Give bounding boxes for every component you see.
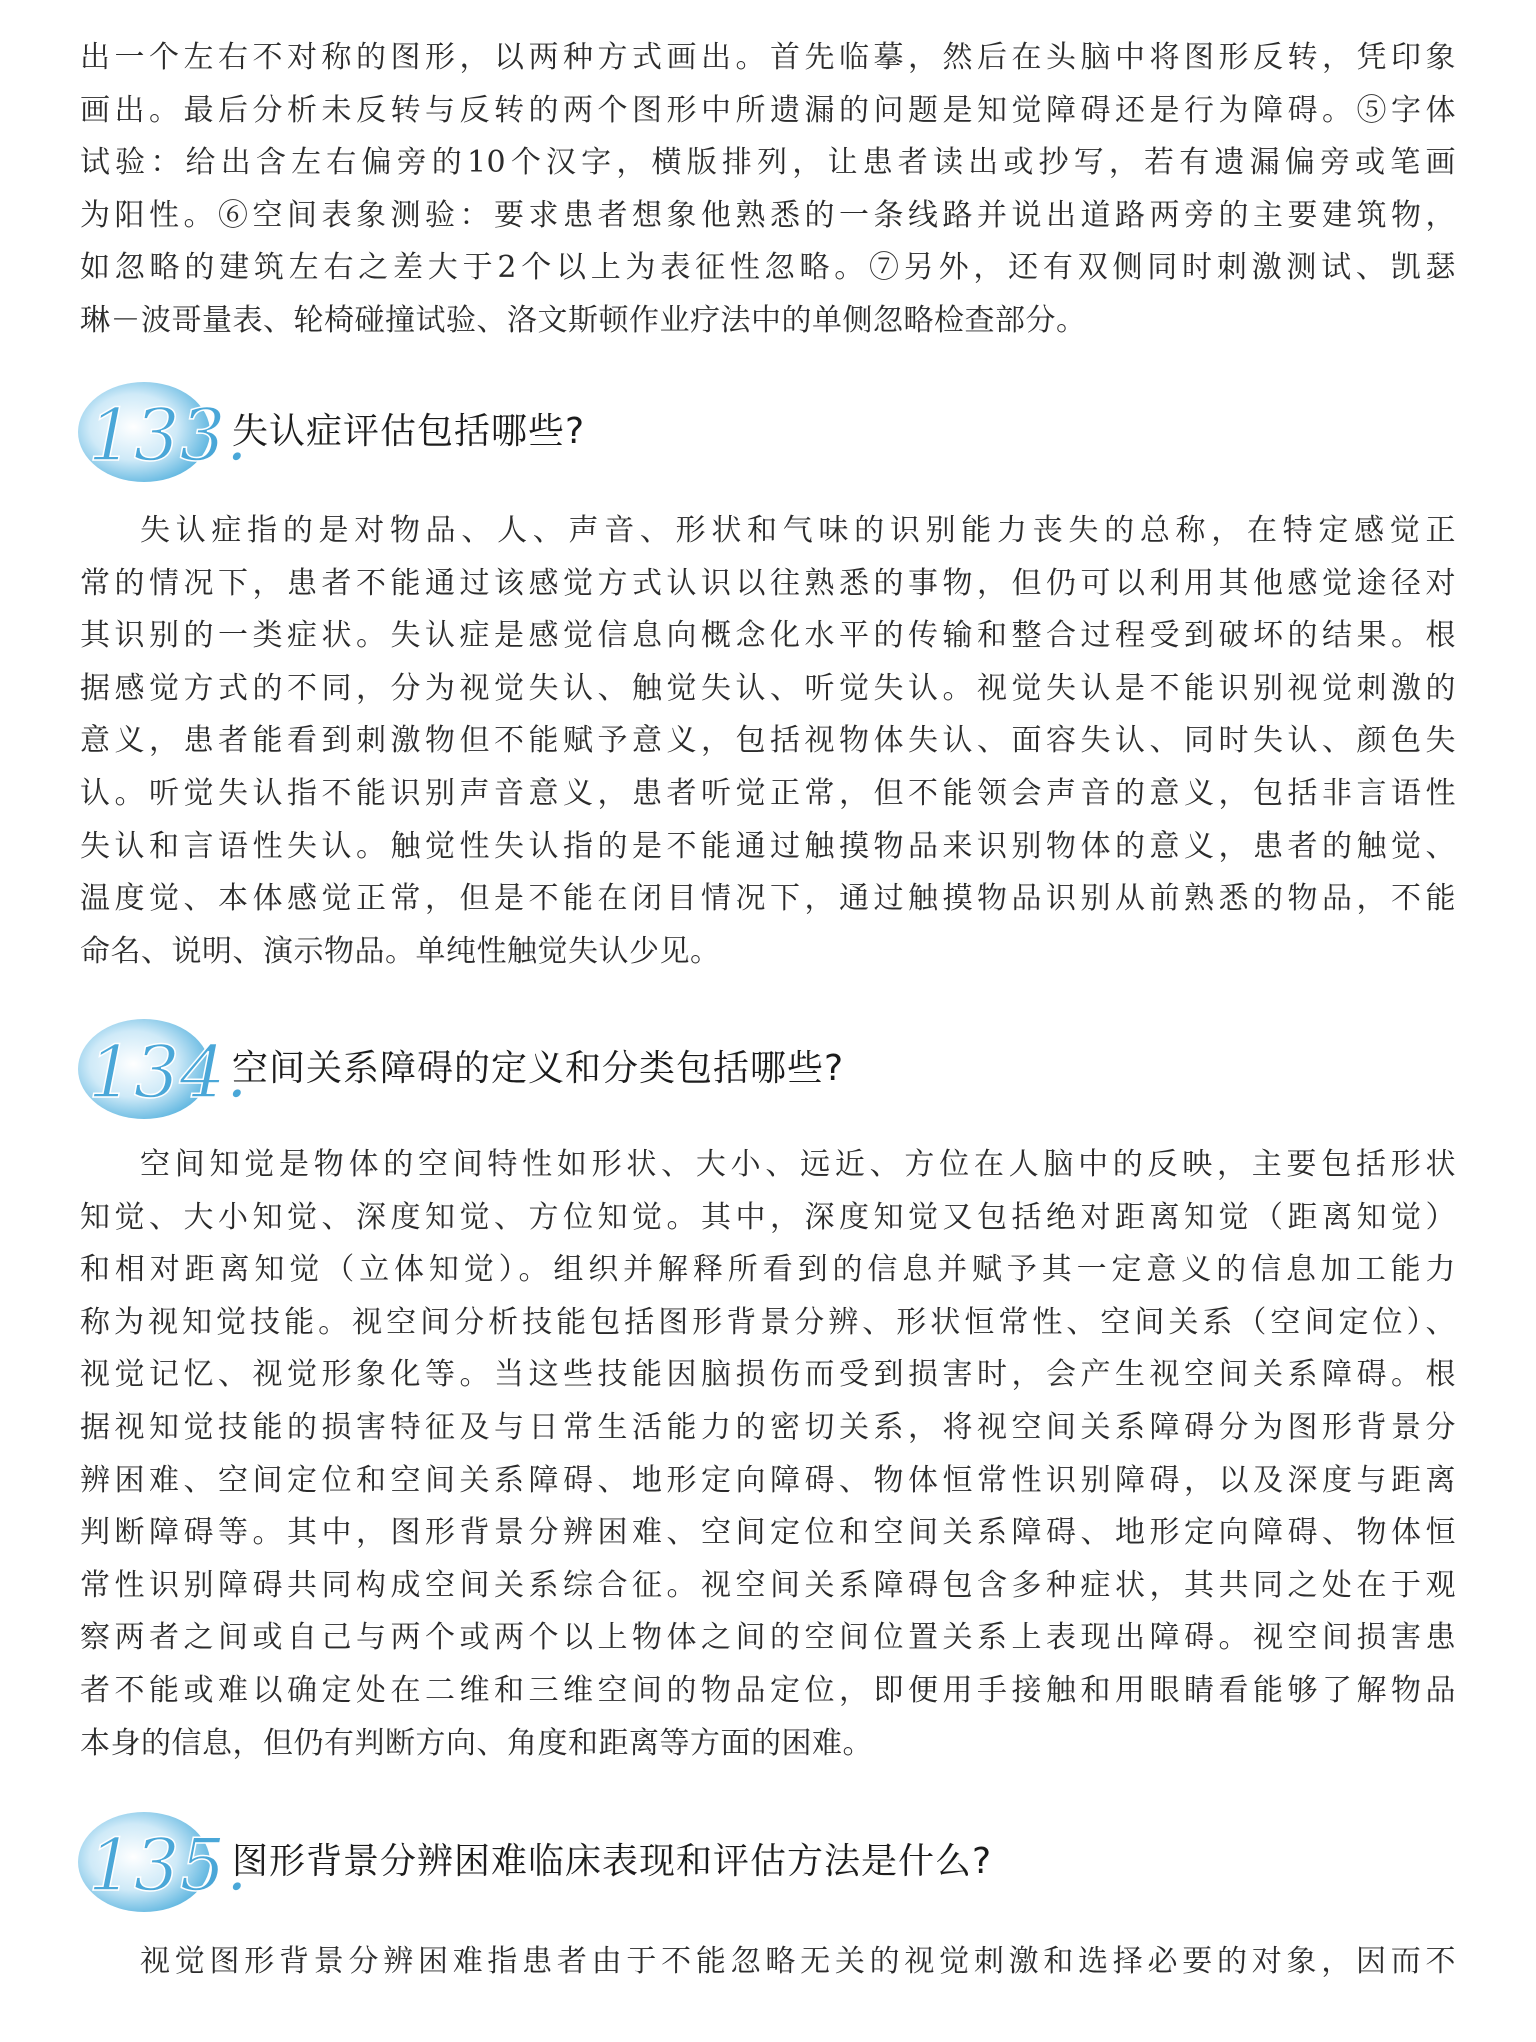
question-number-badge <box>74 1013 249 1125</box>
text-line: 为阳性。⑥空间表象测验：要求患者想象他熟悉的一条线路并说出道路两旁的主要建筑物， <box>80 197 1456 233</box>
section-134-paragraph <box>80 1139 1456 1770</box>
intro-paragraph <box>80 32 1456 348</box>
text-line: 出一个左右不对称的图形，以两种方式画出。首先临摹，然后在头脑中将图形反转，凭印象 <box>80 40 1456 75</box>
text-line: 者不能或难以确定处在二维和三维空间的物品定位，即便用手接触和用眼睛看能够了解物品 <box>80 1672 1456 1708</box>
section-header-135 <box>74 1806 1464 1926</box>
text-line: 据感觉方式的不同，分为视觉失认、触觉失认、听觉失认。视觉失认是不能识别视觉刺激的 <box>80 670 1456 706</box>
text-line: 命名、说明、演示物品。单纯性触觉失认少见。 <box>80 933 721 969</box>
section-135-paragraph <box>80 1936 1456 1989</box>
text-line: 温度觉、本体感觉正常，但是不能在闭目情况下，通过触摸物品识别从前熟悉的物品，不能 <box>80 881 1456 917</box>
text-line: 本身的信息，但仍有判断方向、角度和距离等方面的困难。 <box>80 1725 873 1761</box>
text-line: 常性识别障碍共同构成空间关系综合征。视空间关系障碍包含多种症状，其共同之处在于观 <box>80 1567 1456 1603</box>
section-header-133 <box>74 376 1464 496</box>
section-header-134 <box>74 1013 1464 1133</box>
badge-graphic <box>74 376 249 488</box>
badge-graphic <box>74 1013 249 1125</box>
text-line: 视觉图形背景分辨困难指患者由于不能忽略无关的视觉刺激和选择必要的对象，因而不 <box>140 1944 1456 1979</box>
text-line: 认。听觉失认指不能识别声音意义，患者听觉正常，但不能领会声音的意义，包括非言语性 <box>80 775 1456 811</box>
text-line: 知觉、大小知觉、深度知觉、方位知觉。其中，深度知觉又包括绝对距离知觉（距离知觉） <box>80 1199 1456 1235</box>
text-line: 失认和言语性失认。触觉性失认指的是不能通过触摸物品来识别物体的意义，患者的触觉、 <box>80 828 1456 864</box>
badge-number: 133. <box>88 393 249 477</box>
section-title: 空间关系障碍的定义和分类包括哪些? <box>232 1048 845 1089</box>
text-line: 辨困难、空间定位和空间关系障碍、地形定向障碍、物体恒常性识别障碍，以及深度与距离 <box>80 1462 1456 1498</box>
text-line: 察两者之间或自己与两个或两个以上物体之间的空间位置关系上表现出障碍。视空间损害患 <box>80 1620 1456 1656</box>
text-line: 失认症指的是对物品、人、声音、形状和气味的识别能力丧失的总称，在特定感觉正 <box>140 513 1456 548</box>
text-line: 空间知觉是物体的空间特性如形状、大小、远近、方位在人脑中的反映，主要包括形状 <box>140 1147 1456 1182</box>
text-line: 画出。最后分析未反转与反转的两个图形中所遗漏的问题是知觉障碍还是行为障碍。⑤字体 <box>80 92 1456 128</box>
section-title: 失认症评估包括哪些? <box>232 411 586 452</box>
text-line: 称为视知觉技能。视空间分析技能包括图形背景分辨、形状恒常性、空间关系（空间定位）、 <box>80 1304 1456 1340</box>
text-line: 其识别的一类症状。失认症是感觉信息向概念化水平的传输和整合过程受到破坏的结果。根 <box>80 618 1456 654</box>
text-line: 视觉记忆、视觉形象化等。当这些技能因脑损伤而受到损害时，会产生视空间关系障碍。根 <box>80 1357 1456 1393</box>
badge-number: 134. <box>88 1030 249 1114</box>
section-title: 图形背景分辨困难临床表现和评估方法是什么? <box>232 1841 993 1882</box>
text-line: 据视知觉技能的损害特征及与日常生活能力的密切关系，将视空间关系障碍分为图形背景分 <box>80 1409 1456 1445</box>
text-line: 意义，患者能看到刺激物但不能赋予意义，包括视物体失认、面容失认、同时失认、颜色失 <box>80 723 1456 759</box>
text-line: 和相对距离知觉（立体知觉）。组织并解释所看到的信息并赋予其一定意义的信息加工能力 <box>80 1252 1456 1288</box>
badge-number: 135. <box>88 1823 249 1907</box>
question-number-badge <box>74 1806 249 1918</box>
text-line: 琳－波哥量表、轮椅碰撞试验、洛文斯顿作业疗法中的单侧忽略检查部分。 <box>80 302 1087 338</box>
badge-graphic <box>74 1806 249 1918</box>
text-line: 如忽略的建筑左右之差大于2个以上为表征性忽略。⑦另外，还有双侧同时刺激测试、凯瑟 <box>80 250 1456 286</box>
text-line: 判断障碍等。其中，图形背景分辨困难、空间定位和空间关系障碍、地形定向障碍、物体恒 <box>80 1515 1456 1551</box>
section-133-paragraph <box>80 505 1456 978</box>
text-line: 试验：给出含左右偏旁的10个汉字，横版排列，让患者读出或抄写，若有遗漏偏旁或笔画 <box>80 145 1456 181</box>
question-number-badge <box>74 376 249 488</box>
text-line: 常的情况下，患者不能通过该感觉方式认识以往熟悉的事物，但仍可以利用其他感觉途径对 <box>80 565 1456 601</box>
